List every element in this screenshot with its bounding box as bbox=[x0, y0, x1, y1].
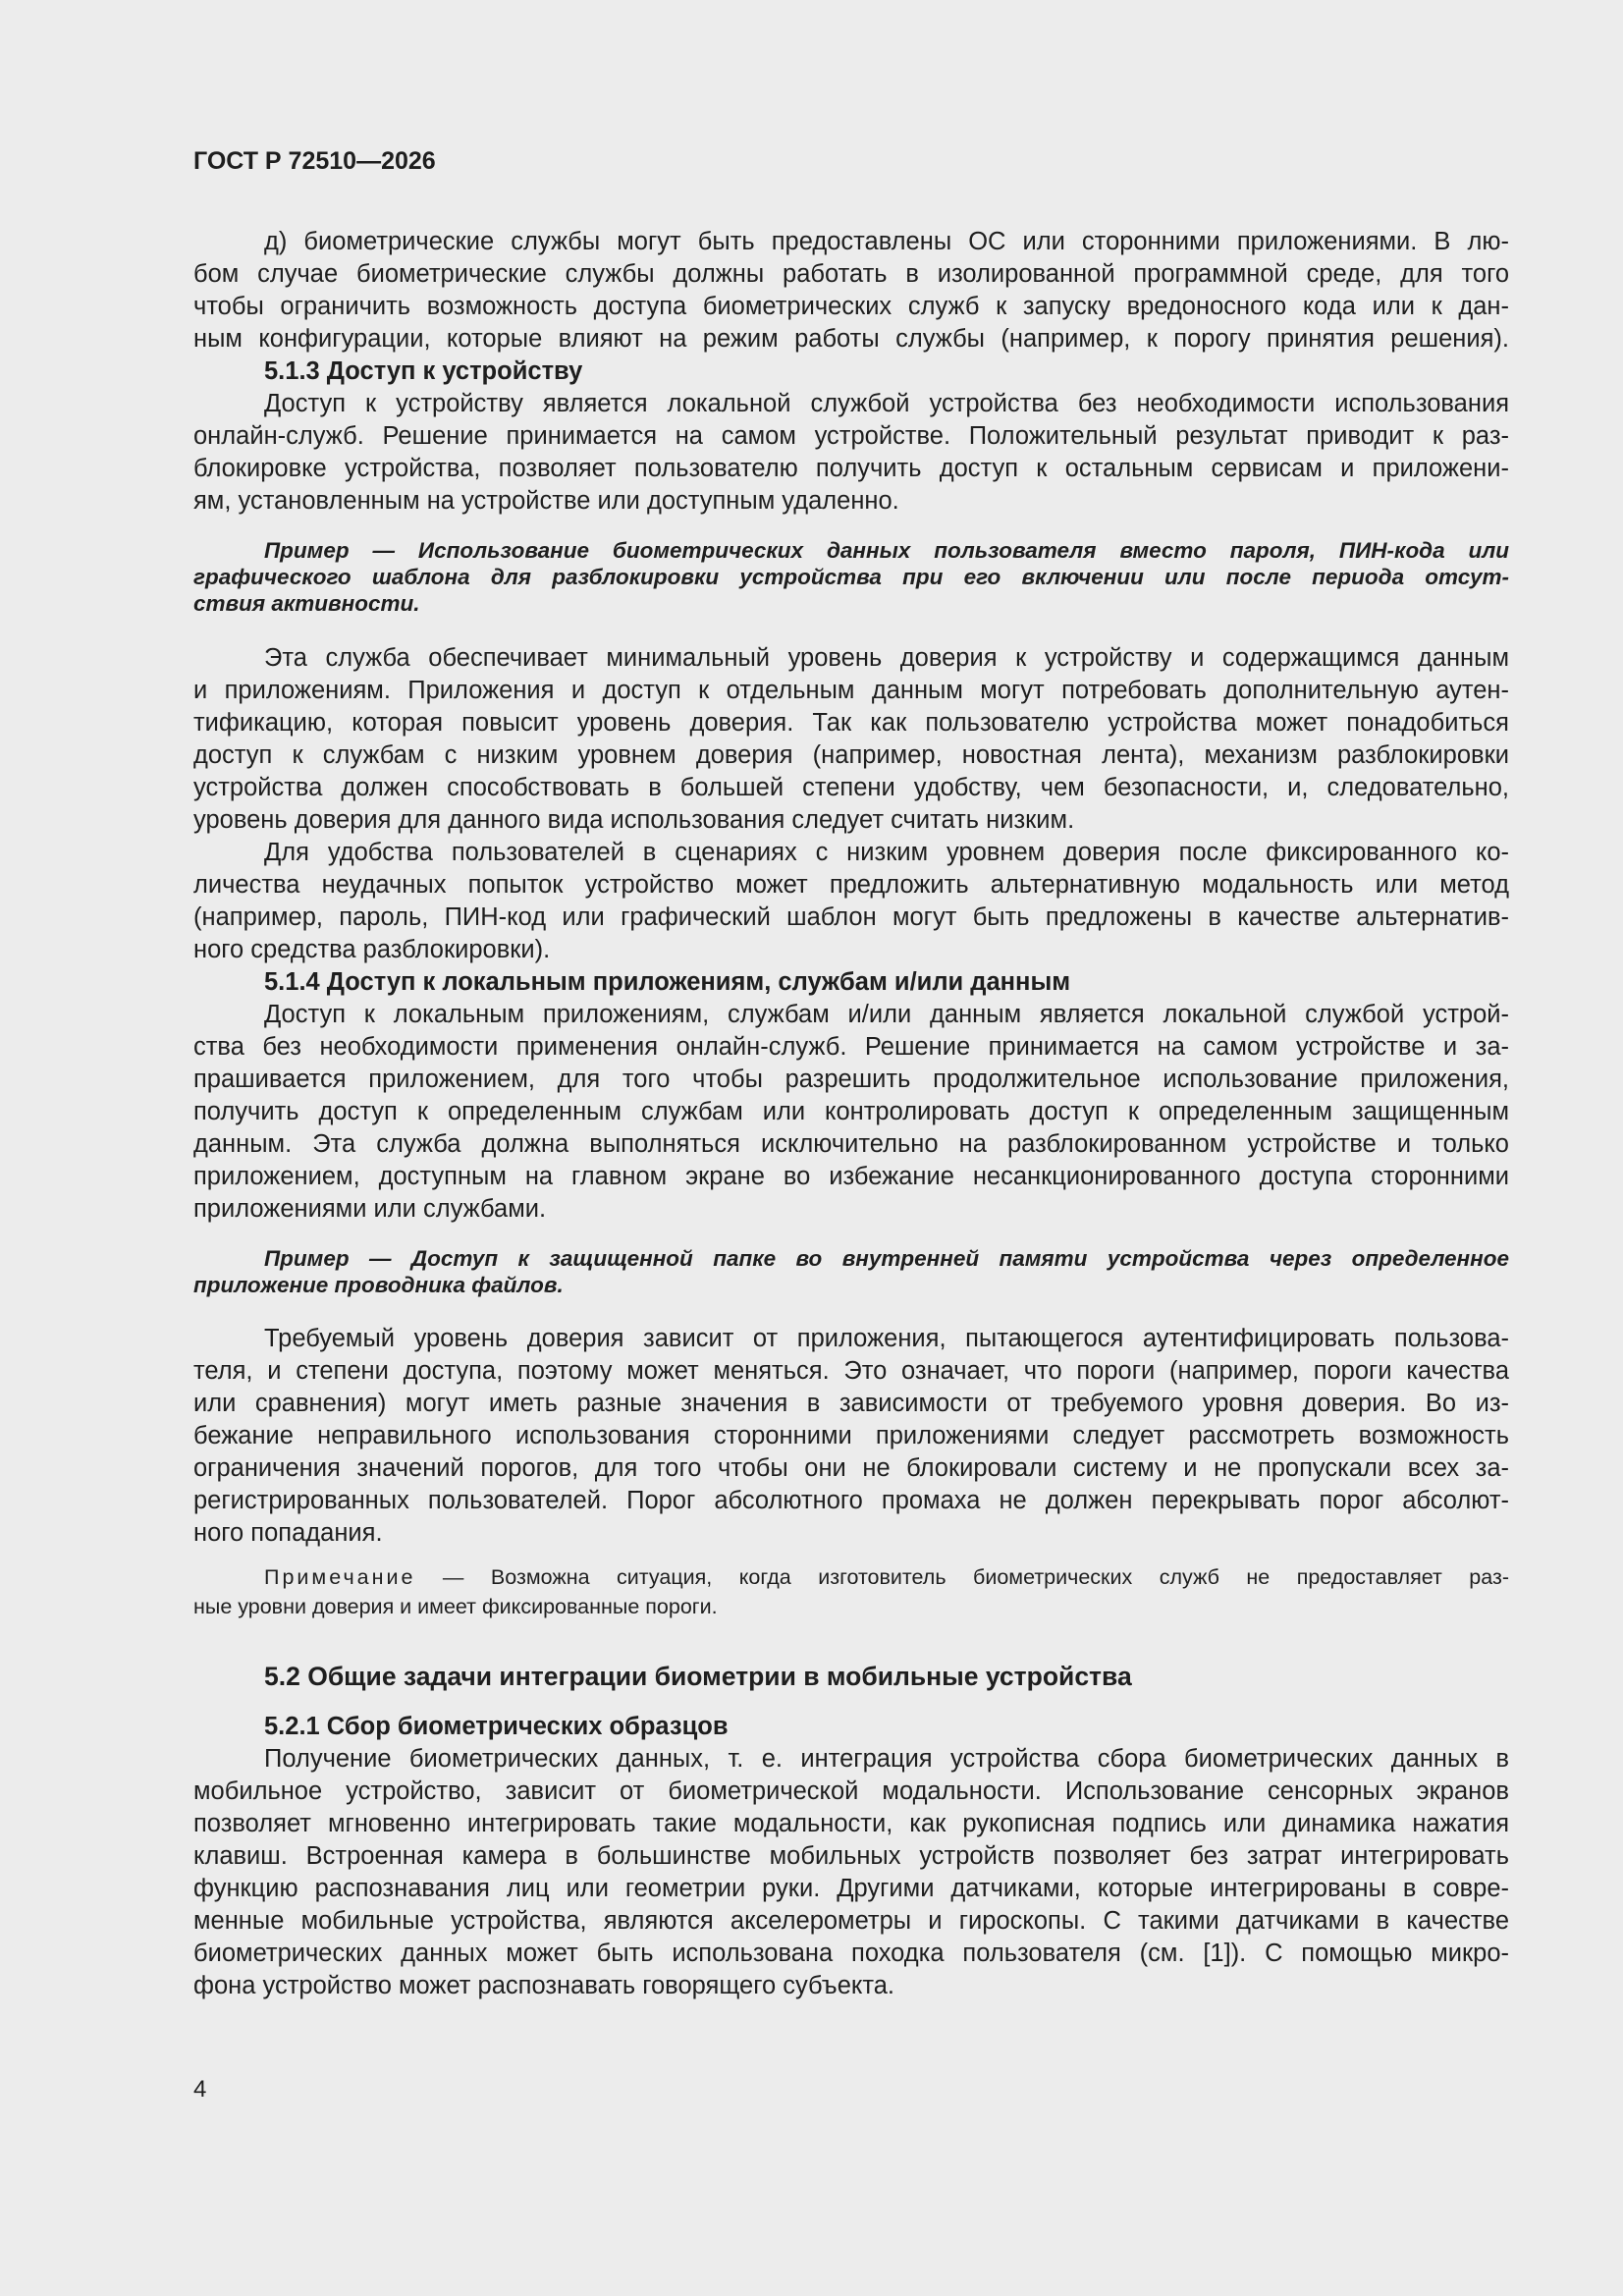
note bbox=[193, 1562, 1509, 1621]
paragraph-line: приложениями или службами. bbox=[193, 1195, 547, 1223]
page-number: 4 bbox=[193, 2076, 207, 2103]
paragraph-line: Доступ к устройству является локальной службой устройства без необходимости использования bbox=[264, 390, 1509, 417]
example-protected-folder bbox=[193, 1245, 1509, 1298]
paragraph-line: бом случае биометрические службы должны работать в изолированной программной среде, для того bbox=[193, 260, 1509, 288]
paragraph-line: ям, установленным на устройстве или доступным удаленно. bbox=[193, 487, 899, 515]
paragraph-line: Получение биометрических данных, т. е. интеграция устройства сбора биометрических данных в bbox=[264, 1745, 1509, 1773]
paragraph-line: ства без необходимости применения онлайн-служб. Решение принимается на самом устройстве и за- bbox=[193, 1033, 1509, 1061]
section-5-1-2-item-d-and-5-1-3 bbox=[193, 226, 1509, 518]
paragraph-line: менные мобильные устройства, являются акселерометры и гироскопы. С такими датчиками в качестве bbox=[193, 1907, 1509, 1935]
paragraph-line: ным конфигурации, которые влияют на режим работы службы (например, к порогу принятия решения). bbox=[193, 325, 1509, 353]
paragraph-line: мобильное устройство, зависит от биометрической модальности. Использование сенсорных экранов bbox=[193, 1777, 1509, 1805]
example-line: Пример — Использование биометрических данных пользователя вместо пароля, ПИН-кода или bbox=[264, 538, 1509, 563]
example-unlock-device bbox=[193, 537, 1509, 617]
subsection-heading-5-2-1: 5.2.1 Сбор биометрических образцов bbox=[264, 1713, 729, 1740]
paragraph-line: приложением, доступным на главном экране во избежание несанкционированного доступа сторонними bbox=[193, 1163, 1509, 1190]
paragraph-line: доступ к службам с низким уровнем доверия (например, новостная лента), механизм разблокировки bbox=[193, 741, 1509, 769]
paragraph-line: клавиш. Встроенная камера в большинстве мобильных устройств позволяет без затрат интегрировать bbox=[193, 1842, 1509, 1870]
note-line: ные уровни доверия и имеет фиксированные пороги. bbox=[193, 1595, 718, 1618]
paragraph-line: тификацию, которая повысит уровень доверия. Так как пользователю устройства может понадобиться bbox=[193, 709, 1509, 737]
document-header: ГОСТ Р 72510—2026 bbox=[193, 147, 436, 175]
paragraph-line: Требуемый уровень доверия зависит от приложения, пытающегося аутентифицировать пользова- bbox=[264, 1325, 1509, 1352]
paragraph-line: Доступ к локальным приложениям, службам и/или данным является локальной службой устрой- bbox=[264, 1001, 1509, 1028]
paragraph-line: ного попадания. bbox=[193, 1519, 383, 1547]
subsection-heading-5-1-3: 5.1.3 Доступ к устройству bbox=[264, 357, 583, 385]
note-text: — Возможна ситуация, когда изготовитель биометрических служб не предоставляет раз- bbox=[415, 1565, 1509, 1589]
paragraph-line: данным. Эта служба должна выполняться исключительно на разблокированном устройстве и только bbox=[193, 1130, 1509, 1158]
paragraph-line: блокировке устройства, позволяет пользователю получить доступ к остальным сервисам и приложени- bbox=[193, 455, 1509, 482]
subsection-heading-5-1-4: 5.1.4 Доступ к локальным приложениям, службам и/или данным bbox=[264, 968, 1071, 996]
paragraph-line: Эта служба обеспечивает минимальный уровень доверия к устройству и содержащимся данным bbox=[264, 644, 1509, 672]
paragraph-line: функцию распознавания лиц или геометрии руки. Другими датчиками, которые интегрированы в совре- bbox=[193, 1875, 1509, 1902]
paragraph-line: или сравнения) могут иметь разные значения в зависимости от требуемого уровня доверия. Во из- bbox=[193, 1390, 1509, 1417]
paragraph-line: бежание неправильного использования сторонними приложениями следует рассмотреть возможность bbox=[193, 1422, 1509, 1449]
paragraph-line: и приложениям. Приложения и доступ к отдельным данным могут потребовать дополнительную аутен- bbox=[193, 677, 1509, 704]
paragraph-line: фона устройство может распознавать говорящего субъекта. bbox=[193, 1972, 894, 1999]
paragraph-line: Для удобства пользователей в сценариях с низким уровнем доверия после фиксированного ко- bbox=[264, 839, 1509, 866]
example-line: Пример — Доступ к защищенной папке во внутренней памяти устройства через определенное bbox=[264, 1246, 1509, 1271]
paragraph-line: д) биометрические службы могут быть предоставлены ОС или сторонними приложениями. В лю- bbox=[264, 228, 1509, 255]
paragraph-line: теля, и степени доступа, поэтому может меняться. Это означает, что пороги (например, пороги качества bbox=[193, 1357, 1509, 1385]
paragraph-line: онлайн-служб. Решение принимается на самом устройстве. Положительный результат приводит к раз- bbox=[193, 422, 1509, 450]
section-5-1-3-continued-and-5-1-4 bbox=[193, 642, 1509, 1226]
section-5-2-1 bbox=[193, 1711, 1509, 2002]
paragraph-line: личества неудачных попыток устройство может предложить альтернативную модальность или метод bbox=[193, 871, 1509, 899]
section-heading-5-2-wrapper bbox=[193, 1661, 1509, 1693]
note-line bbox=[193, 1562, 1509, 1592]
paragraph-line: ограничения значений порогов, для того чтобы они не блокировали систему и не пропускали всех за- bbox=[193, 1454, 1509, 1482]
paragraph-line: уровень доверия для данного вида использования следует считать низким. bbox=[193, 806, 1075, 834]
section-heading-5-2: 5.2 Общие задачи интеграции биометрии в мобильные устройства bbox=[264, 1662, 1132, 1691]
example-line: ствия активности. bbox=[193, 591, 420, 616]
paragraph-line: ного средства разблокировки). bbox=[193, 936, 551, 963]
paragraph-line: чтобы ограничить возможность доступа биометрических служб к запуску вредоносного кода или к дан- bbox=[193, 293, 1509, 320]
example-line: приложение проводника файлов. bbox=[193, 1273, 564, 1297]
paragraph-line: позволяет мгновенно интегрировать такие модальности, как рукописная подпись или динамика нажатия bbox=[193, 1810, 1509, 1837]
paragraph-line: биометрических данных может быть использована походка пользователя (см. [1]). С помощью микро- bbox=[193, 1940, 1509, 1967]
paragraph-line: (например, пароль, ПИН-код или графический шаблон могут быть предложены в качестве альтернатив- bbox=[193, 903, 1509, 931]
paragraph-line: устройства должен способствовать в большей степени удобству, чем безопасности, и, следовательно, bbox=[193, 774, 1509, 801]
trust-level-paragraph bbox=[193, 1323, 1509, 1550]
paragraph-line: регистрированных пользователей. Порог абсолютного промаха не должен перекрывать порог абсолют- bbox=[193, 1487, 1509, 1514]
paragraph-line: прашивается приложением, для того чтобы разрешить продолжительное использование приложения, bbox=[193, 1066, 1509, 1093]
example-line: графического шаблона для разблокировки устройства при его включении или после периода отсут- bbox=[193, 565, 1509, 589]
paragraph-line: получить доступ к определенным службам или контролировать доступ к определенным защищенным bbox=[193, 1098, 1509, 1125]
note-label: Примечание bbox=[264, 1565, 416, 1589]
